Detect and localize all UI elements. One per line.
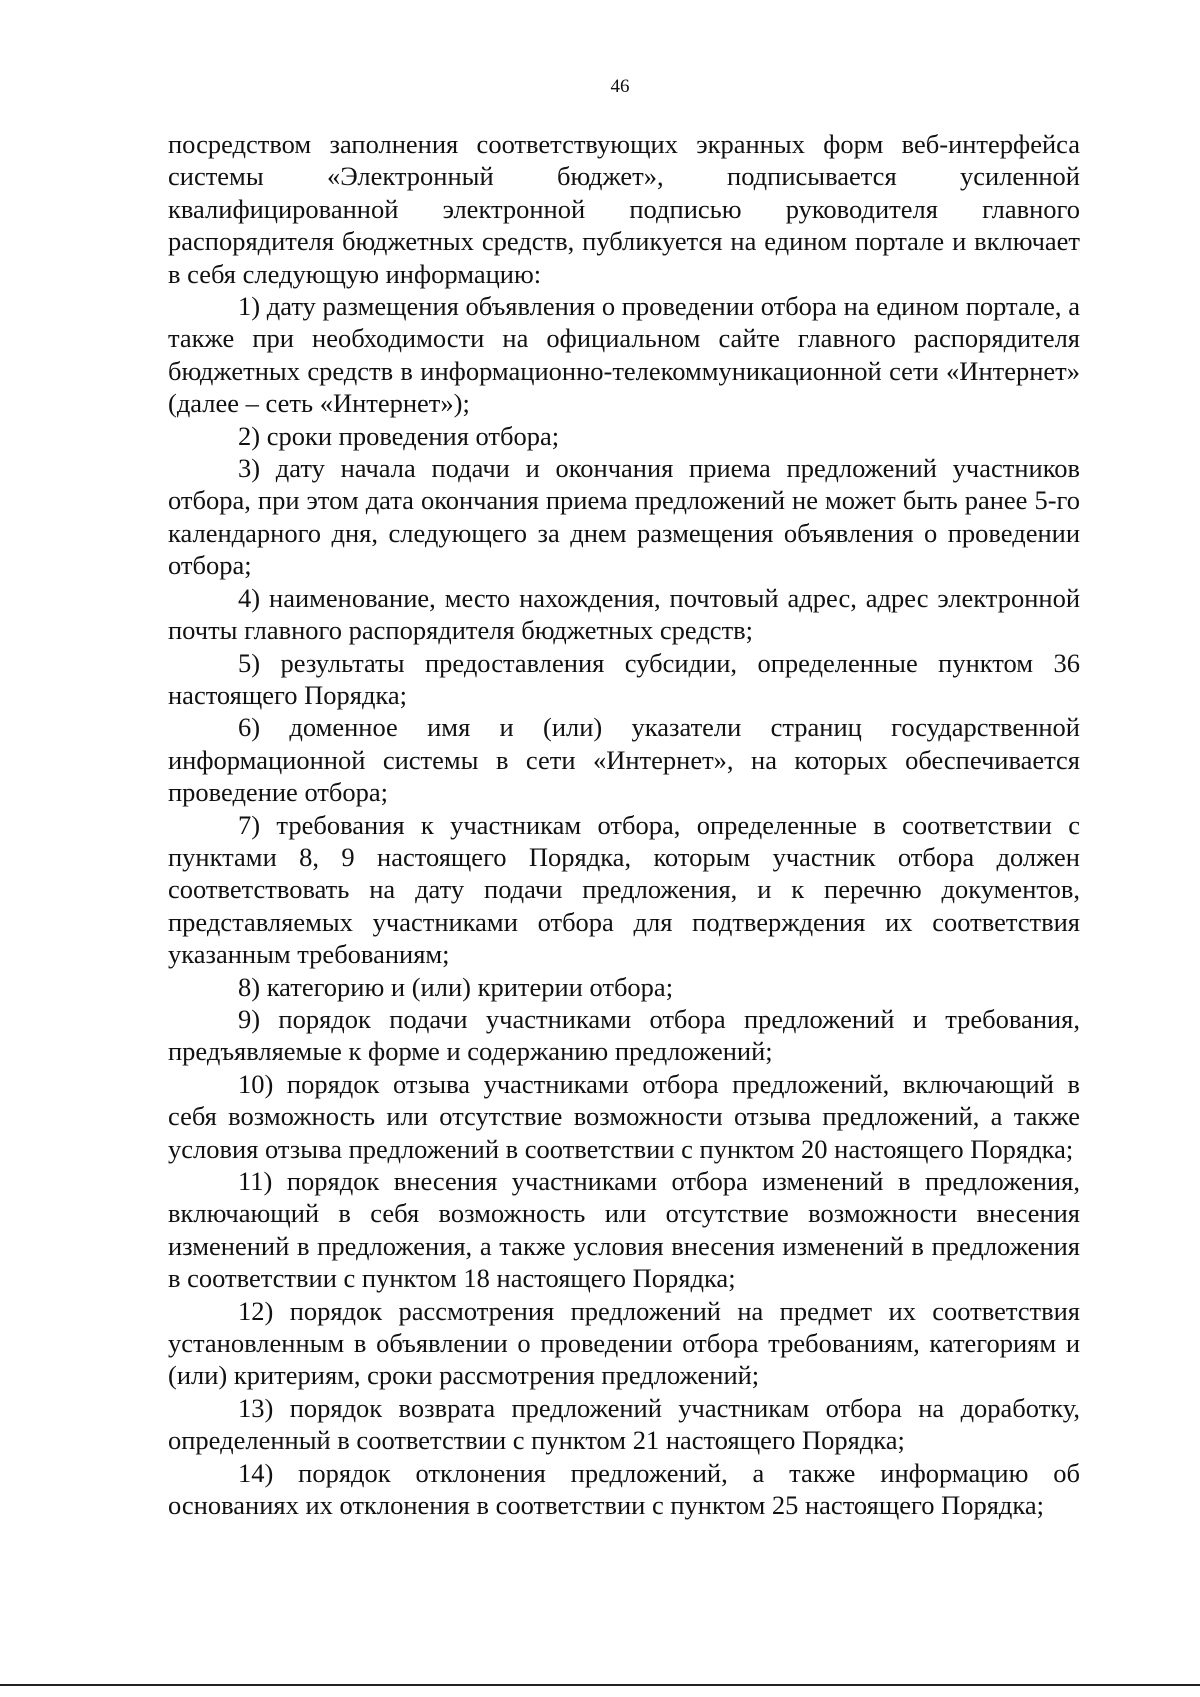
list-item-12: 12) порядок рассмотрения предложений на предмет их соответствия установленным в объявлении о проведении отбора требованиям, категориям и (или) критериям, сроки рассмотрения предложений; [168, 1295, 1080, 1391]
page-number: 46 [610, 76, 630, 97]
list-item-2: 2) сроки проведения отбора; [238, 420, 560, 451]
list-item-6: 6) доменное имя и (или) указатели страниц государственной информационной системы в сети «Интернет», на которых обеспечивается проведение отбора; [168, 712, 1080, 808]
list-item-1: 1) дату размещения объявления о проведении отбора на едином портале, а также при необходимости на официальном сайте главного распорядителя бюджетных средств в информационно-телекоммуникационной сети «Интернет» (далее – сеть «Интернет»); [168, 291, 1080, 419]
list-item-11: 11) порядок внесения участниками отбора изменений в предложения, включающий в себя возможность или отсутствие возможности внесения изменений в предложения, а также условия внесения изменений в предложения в соответствии с пунктом 18 настоящего Порядка; [168, 1166, 1080, 1294]
list-item-8: 8) категорию и (или) критерии отбора; [238, 971, 674, 1002]
document-body [168, 128, 1080, 1521]
intro-paragraph: посредством заполнения соответствующих экранных форм веб-интерфейса системы «Электронный бюджет», подписывается усиленной квалифицированной электронной подписью руководителя главного распорядителя бюджетных средств, публикуется на едином портале и включает в себя следующую информацию: [168, 129, 1080, 289]
list-item-7: 7) требования к участникам отбора, определенные в соответствии с пунктами 8, 9 настоящего Порядка, которым участник отбора должен соответствовать на дату подачи предложения, и к перечню документов, представляемых участниками отбора для подтверждения их соответствия указанным требованиям; [168, 809, 1080, 970]
list-item-14: 14) порядок отклонения предложений, а также информацию об основаниях их отклонения в соответствии с пунктом 25 настоящего Порядка; [168, 1457, 1080, 1521]
page-bottom-border [0, 1684, 1200, 1686]
list-item-9: 9) порядок подачи участниками отбора предложений и требования, предъявляемые к форме и содержанию предложений; [168, 1003, 1080, 1067]
list-item-13: 13) порядок возврата предложений участникам отбора на доработку, определенный в соответствии с пунктом 21 настоящего Порядка; [168, 1392, 1080, 1456]
list-item-3: 3) дату начала подачи и окончания приема предложений участников отбора, при этом дата окончания приема предложений не может быть ранее 5-го календарного дня, следующего за днем размещения объявления о проведении отбора; [168, 453, 1080, 581]
list-item-5: 5) результаты предоставления субсидии, определенные пунктом 36 настоящего Порядка; [168, 647, 1080, 710]
list-item-10: 10) порядок отзыва участниками отбора предложений, включающий в себя возможность или отсутствие возможности отзыва предложений, а также условия отзыва предложений в соответствии с пунктом 20 настоящего Порядка; [168, 1068, 1080, 1164]
list-item-4: 4) наименование, место нахождения, почтовый адрес, адрес электронной почты главного распорядителя бюджетных средств; [168, 582, 1080, 646]
